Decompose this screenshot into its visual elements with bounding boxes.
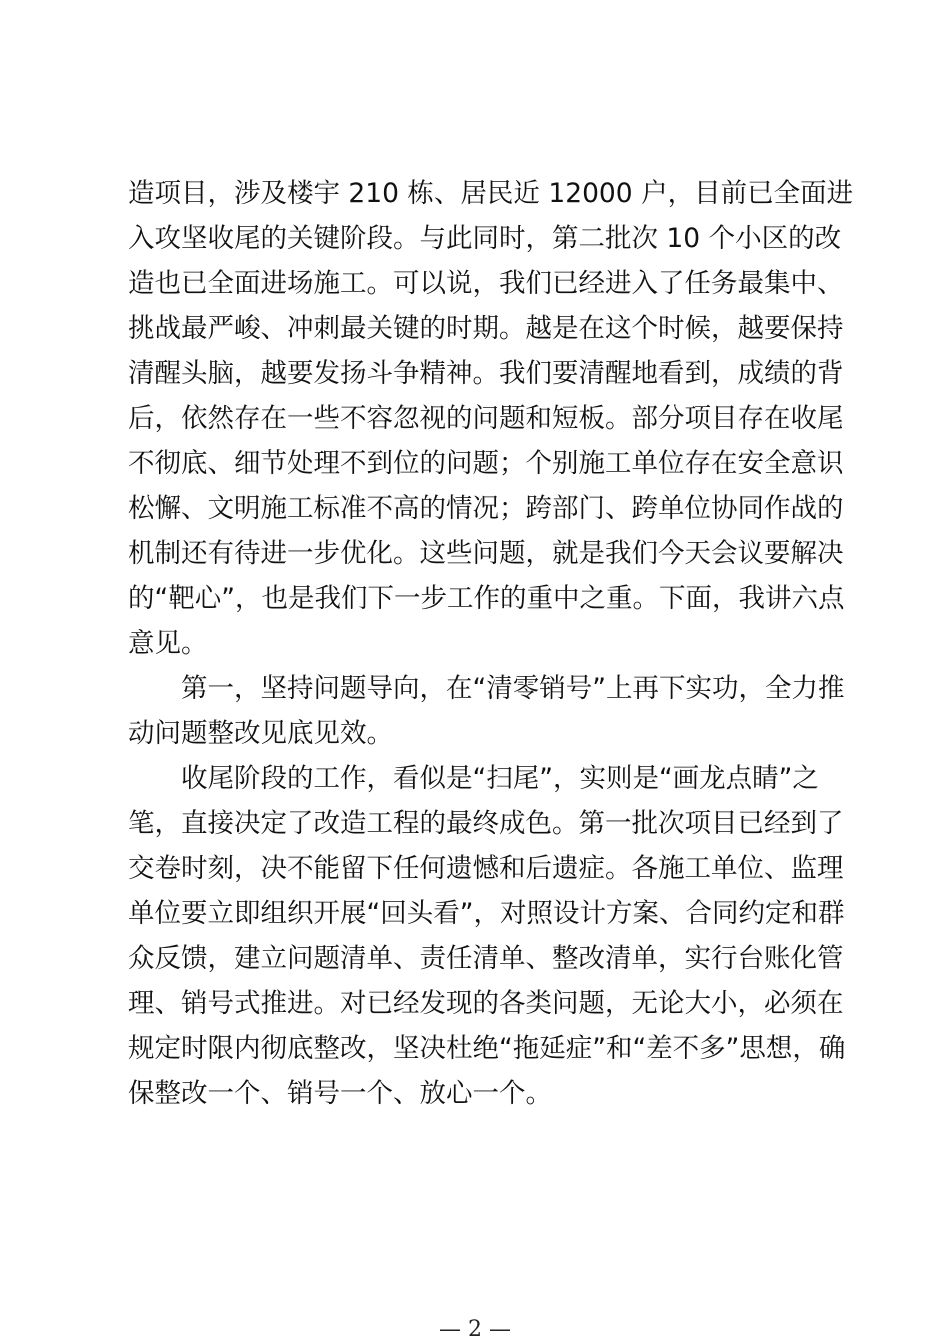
text-line: 造项目，涉及楼宇 210 栋、居民近 12000 户，目前已全面进 — [128, 178, 854, 209]
text-line: 造也已全面进场施工。可以说，我们已经进入了任务最集中、 — [128, 268, 844, 299]
text-line: 理、销号式推进。对已经发现的各类问题，无论大小，必须在 — [128, 988, 844, 1019]
text-line: 意见。 — [128, 628, 208, 659]
text-line: 的“靶心”，也是我们下一步工作的重中之重。下面，我讲六点 — [128, 583, 845, 614]
text-line: 后，依然存在一些不容忽视的问题和短板。部分项目存在收尾 — [128, 403, 844, 434]
text-line: 单位要立即组织开展“回头看”，对照设计方案、合同约定和群 — [128, 898, 845, 929]
text-line: 笔，直接决定了改造工程的最终成色。第一批次项目已经到了 — [128, 808, 844, 839]
text-line: 机制还有待进一步优化。这些问题，就是我们今天会议要解决 — [128, 538, 844, 569]
section-heading-line: 动问题整改见底见效。 — [128, 718, 393, 749]
text-line: 不彻底、细节处理不到位的问题；个别施工单位存在安全意识 — [128, 448, 844, 479]
text-line: 清醒头脑，越要发扬斗争精神。我们要清醒地看到，成绩的背 — [128, 358, 844, 389]
text-line: 交卷时刻，决不能留下任何遗憾和后遗症。各施工单位、监理 — [128, 853, 844, 884]
page-number: — 2 — — [439, 1317, 511, 1342]
text-line: 入攻坚收尾的关键阶段。与此同时，第二批次 10 个小区的改 — [128, 223, 842, 254]
section-heading-line: 第一，坚持问题导向，在“清零销号”上再下实功，全力推 — [128, 673, 845, 704]
text-line: 众反馈，建立问题清单、责任清单、整改清单，实行台账化管 — [128, 943, 844, 974]
body-text — [128, 171, 854, 1116]
text-line: 收尾阶段的工作，看似是“扫尾”，实则是“画龙点睛”之 — [128, 763, 819, 794]
text-line: 挑战最严峻、冲刺最关键的时期。越是在这个时候，越要保持 — [128, 313, 844, 344]
text-line: 规定时限内彻底整改，坚决杜绝“拖延症”和“差不多”思想，确 — [128, 1033, 846, 1064]
text-line: 保整改一个、销号一个、放心一个。 — [128, 1078, 552, 1109]
text-line: 松懈、文明施工标准不高的情况；跨部门、跨单位协同作战的 — [128, 493, 844, 524]
